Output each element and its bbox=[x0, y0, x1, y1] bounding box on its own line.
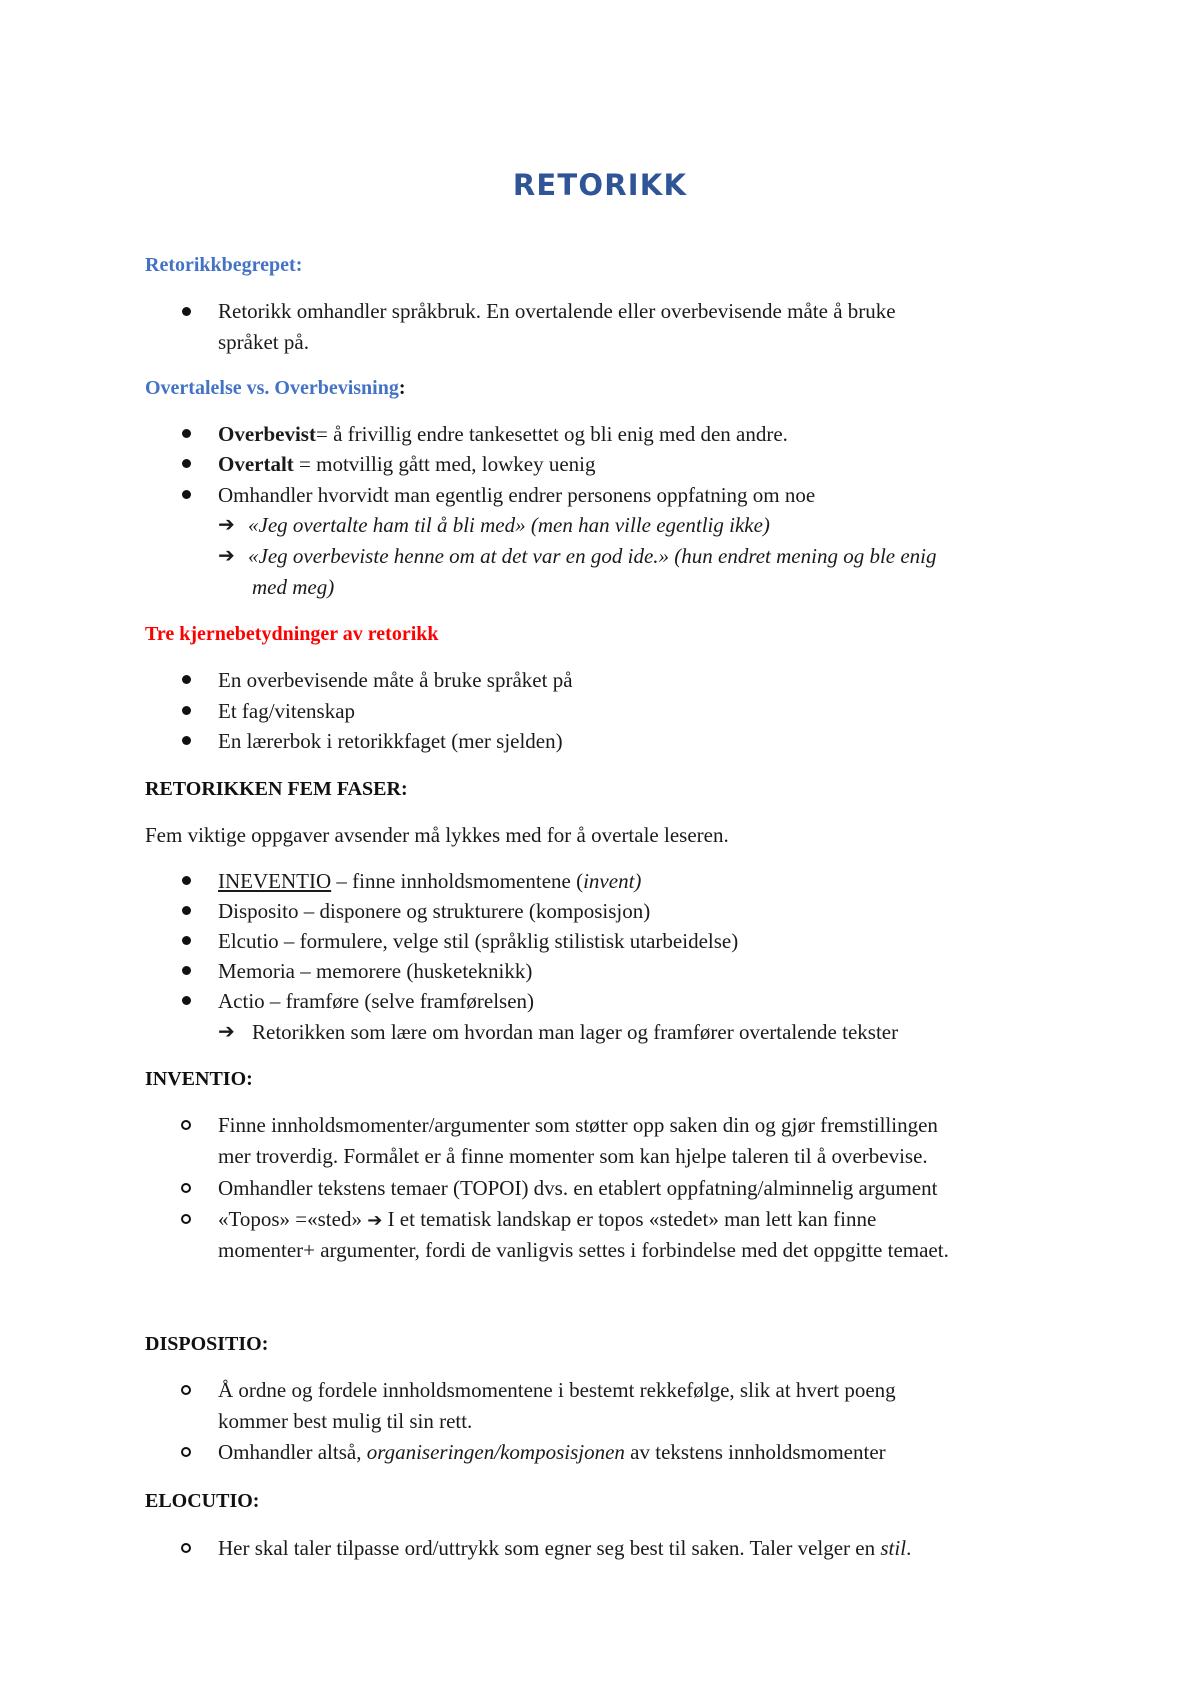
heading-overtalelse-vs-overbevisning: Overtalelse vs. Overbevisning: bbox=[145, 377, 406, 399]
list-item: Finne innholdsmomenter/argumenter som støtter opp saken din og gjør fremstillingen bbox=[218, 1113, 938, 1137]
heading-retorikkbegrepet: Retorikkbegrepet: bbox=[145, 254, 303, 276]
bullet bbox=[182, 736, 191, 745]
arrow-right-icon: ➔ bbox=[218, 1019, 235, 1043]
bullet bbox=[182, 675, 191, 684]
arrow-right-icon: ➔ bbox=[367, 1210, 383, 1231]
list-item: Memoria – memorere (husketeknikk) bbox=[218, 959, 533, 983]
list-item: INEVENTIO – finne innholdsmomentene (invent) bbox=[218, 869, 642, 893]
bullet bbox=[182, 876, 191, 885]
example-line-continuation: med meg) bbox=[252, 575, 335, 599]
heading-dispositio: DISPOSITIO: bbox=[145, 1333, 269, 1355]
bullet bbox=[181, 1120, 191, 1130]
list-item: Disposito – disponere og strukturere (komposisjon) bbox=[218, 899, 651, 923]
bullet bbox=[182, 706, 191, 715]
document-title: RETORIKK bbox=[512, 168, 688, 202]
heading-elocutio: ELOCUTIO: bbox=[145, 1490, 260, 1512]
list-item-continuation: mer troverdig. Formålet er å finne momenter som kan hjelpe taleren til å overbevise. bbox=[218, 1144, 928, 1168]
paragraph: Fem viktige oppgaver avsender må lykkes med for å overtale leseren. bbox=[145, 823, 729, 847]
bullet bbox=[182, 459, 191, 468]
bullet bbox=[182, 966, 191, 975]
bullet bbox=[182, 307, 191, 316]
example-line: «Jeg overbeviste henne om at det var en god ide.» (hun endret mening og ble enig bbox=[248, 544, 937, 568]
list-item: Omhandler tekstens temaer (TOPOI) dvs. en etablert oppfatning/alminnelig argument bbox=[218, 1176, 938, 1200]
list-item: En lærerbok i retorikkfaget (mer sjelden) bbox=[218, 729, 563, 753]
heading-fem-faser: RETORIKKEN FEM FASER: bbox=[145, 778, 408, 800]
list-item: Elcutio – formulere, velge stil (språklig stilistisk utarbeidelse) bbox=[218, 929, 739, 953]
heading-inventio: INVENTIO: bbox=[145, 1068, 253, 1090]
example-line: Retorikken som lære om hvordan man lager og framfører overtalende tekster bbox=[252, 1020, 899, 1044]
list-item: Overbevist= å frivillig endre tankesettet og bli enig med den andre. bbox=[218, 422, 788, 446]
list-item: En overbevisende måte å bruke språket på bbox=[218, 668, 573, 692]
example-line: «Jeg overtalte ham til å bli med» (men han ville egentlig ikke) bbox=[248, 513, 770, 537]
bullet bbox=[181, 1183, 191, 1193]
list-item: Omhandler hvorvidt man egentlig endrer personens oppfatning om noe bbox=[218, 483, 816, 507]
list-item: Retorikk omhandler språkbruk. En overtalende eller overbevisende måte å bruke bbox=[218, 299, 896, 323]
bullet bbox=[182, 996, 191, 1005]
list-item: Et fag/vitenskap bbox=[218, 699, 356, 723]
list-item: «Topos» =«sted» ➔ I et tematisk landskap er topos «stedet» man lett kan finne bbox=[218, 1207, 877, 1231]
list-item: Å ordne og fordele innholdsmomentene i bestemt rekkefølge, slik at hvert poeng bbox=[218, 1378, 896, 1402]
list-item: Overtalt = motvillig gått med, lowkey uenig bbox=[218, 452, 596, 476]
list-item-continuation: momenter+ argumenter, fordi de vanligvis settes i forbindelse med det oppgitte temaet. bbox=[218, 1238, 949, 1262]
list-item: Her skal taler tilpasse ord/uttrykk som egner seg best til saken. Taler velger en stil. bbox=[218, 1536, 912, 1560]
list-item-continuation: kommer best mulig til sin rett. bbox=[218, 1409, 473, 1433]
bullet bbox=[182, 490, 191, 499]
list-item: Actio – framføre (selve framførelsen) bbox=[218, 989, 535, 1013]
bullet bbox=[181, 1214, 191, 1224]
bullet bbox=[182, 906, 191, 915]
bullet bbox=[181, 1447, 191, 1457]
list-item-continuation: språket på. bbox=[218, 330, 309, 354]
list-item: Omhandler altså, organiseringen/komposisjonen av tekstens innholdsmomenter bbox=[218, 1440, 886, 1464]
heading-tre-kjernebetydninger: Tre kjernebetydninger av retorikk bbox=[145, 623, 439, 645]
arrow-right-icon: ➔ bbox=[218, 543, 235, 567]
arrow-right-icon: ➔ bbox=[218, 512, 235, 536]
bullet bbox=[181, 1543, 191, 1553]
bullet bbox=[181, 1385, 191, 1395]
bullet bbox=[182, 429, 191, 438]
bullet bbox=[182, 936, 191, 945]
